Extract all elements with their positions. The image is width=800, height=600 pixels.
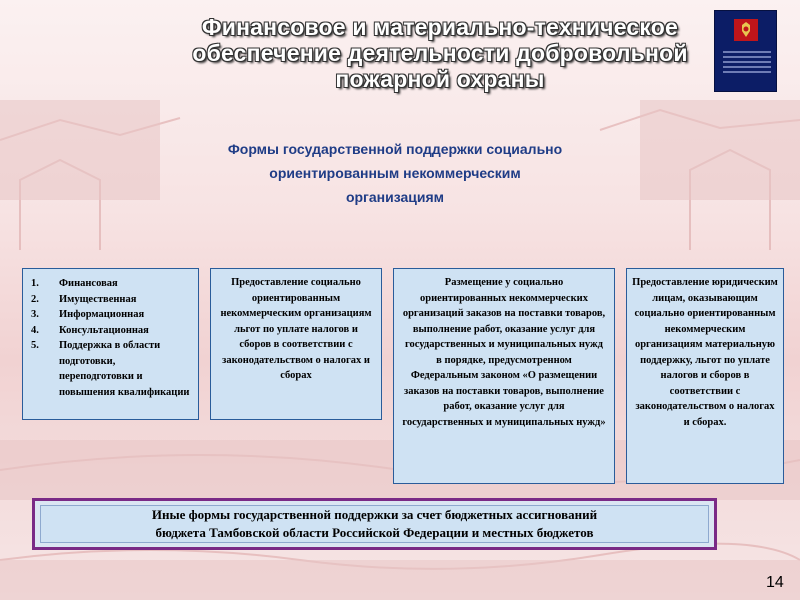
- other-support-forms-text: [40, 505, 709, 543]
- tax-benefits-text: Предоставление социально ориентированным некоммерческим организациям льгот по уплате налогов и сборов в соответствии с законодательством о налогах и сборах: [220, 277, 372, 381]
- support-forms-list: [31, 276, 192, 400]
- legal-entities-benefits-text: Предоставление юридическим лицам, оказывающим социально ориентированным некоммерческим организациям материальную поддержку, льгот по уплате налогов и сборов в соответствии с законодательством о налогах и сборах.: [632, 277, 778, 428]
- subtitle-line: организациям: [345, 189, 445, 205]
- bottom-line: бюджета Тамбовской области Российской Федерации и местных бюджетов: [155, 525, 594, 540]
- list-item: 1. Финансовая: [31, 278, 118, 289]
- procurement-text: Размещение у социально ориентированных некоммерческих организаций заказов на поставки товаров, выполнение работ, оказание услуг для государственных и муниципальных нужд в порядке, предусмотренном Федеральным законом «О размещении заказов на поставки товаров, выполнение работ, оказание услуг для государственных и муниципальных нужд»: [402, 277, 606, 428]
- list-item: 2. Имущественная: [31, 293, 137, 305]
- slide-title: [190, 14, 690, 92]
- book-cover-text: [723, 51, 771, 76]
- procurement-box: [393, 268, 615, 484]
- list-item: 4. Консультационная: [31, 324, 149, 336]
- law-book-cover-icon: [714, 10, 777, 92]
- list-item: 3. Информационная: [31, 309, 145, 320]
- coat-of-arms-icon: [734, 19, 758, 41]
- subtitle-line: ориентированным некоммерческим: [269, 165, 521, 181]
- page-number: 14: [766, 574, 784, 591]
- slide-subtitle: [170, 137, 620, 209]
- list-item: 5. Поддержка в области подготовки, переподготовки и повышения квалификации: [31, 340, 190, 398]
- tax-benefits-box: [210, 268, 382, 420]
- subtitle-line: Формы государственной поддержки социально: [227, 141, 563, 157]
- title-line: Финансовое и материально-техническое: [201, 14, 679, 40]
- bottom-line: Иные формы государственной поддержки за счет бюджетных ассигнований: [151, 507, 598, 522]
- title-line: обеспечение деятельности добровольной: [192, 40, 688, 66]
- other-support-forms-panel: [32, 498, 717, 550]
- support-forms-list-box: [22, 268, 199, 420]
- legal-entities-benefits-box: [626, 268, 784, 484]
- title-line: пожарной охраны: [335, 66, 545, 92]
